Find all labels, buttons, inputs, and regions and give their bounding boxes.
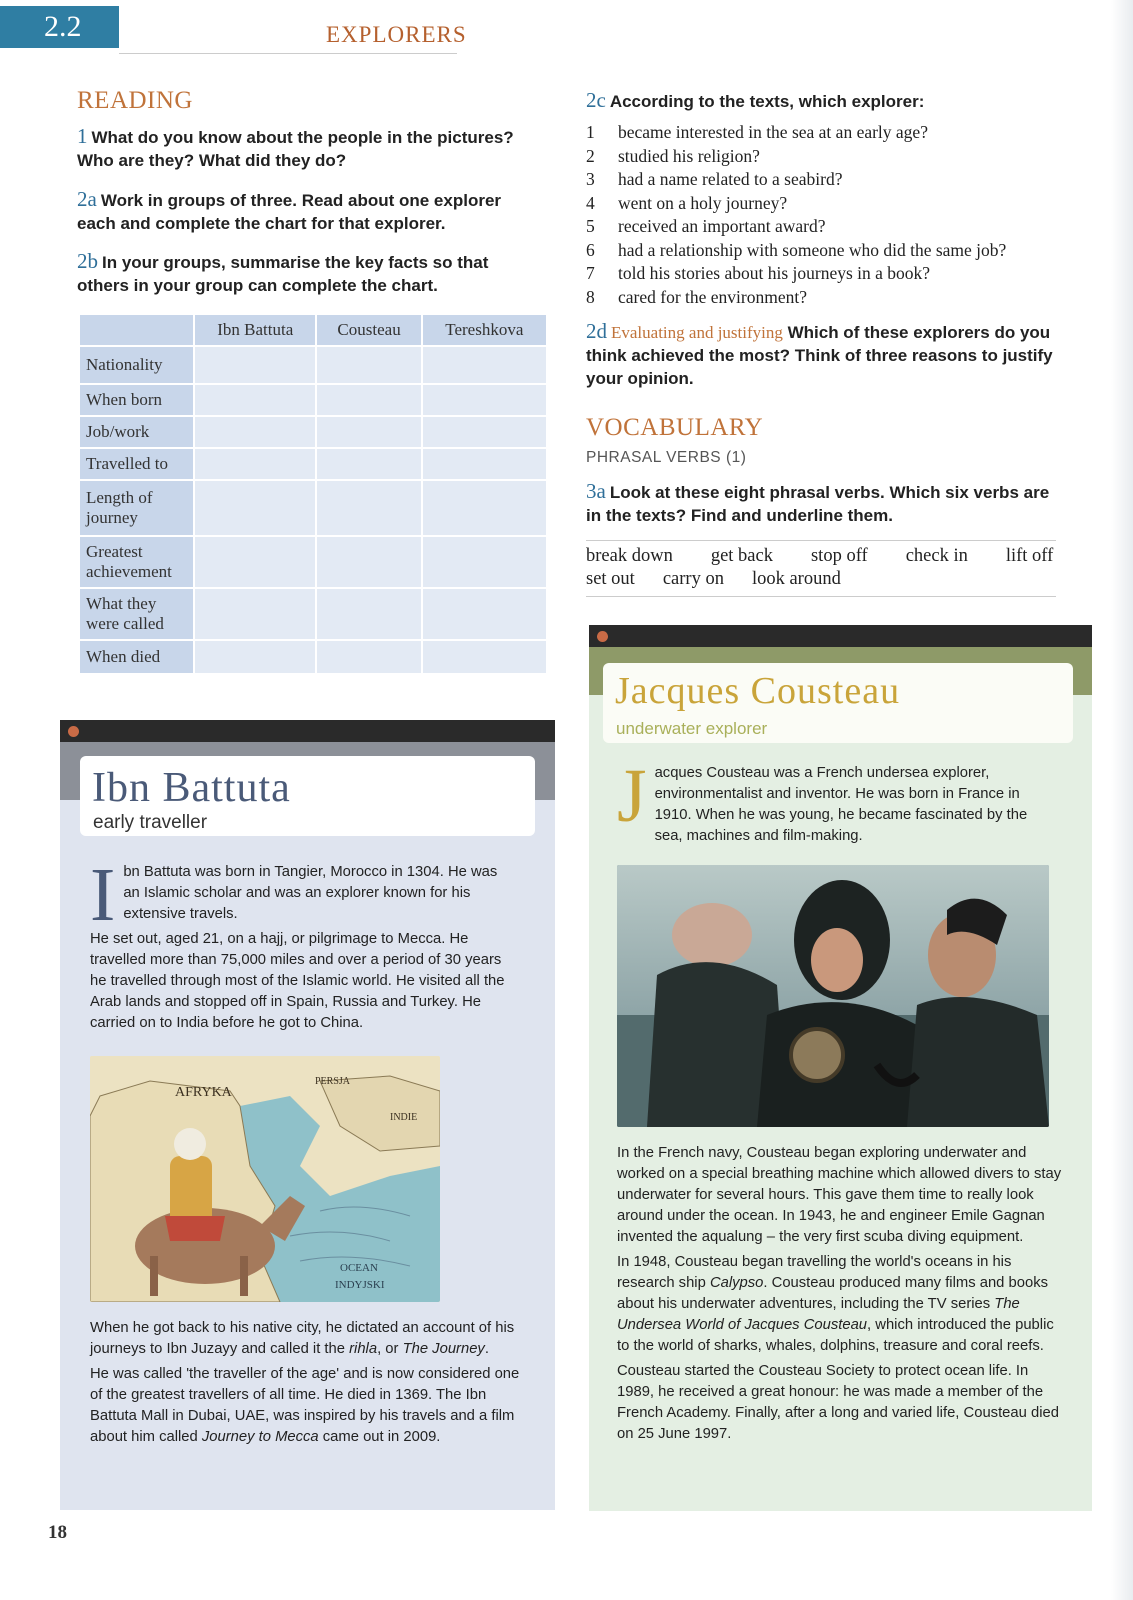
question-text: became interested in the sea at an early age? bbox=[618, 122, 928, 142]
chart-cell[interactable] bbox=[194, 588, 316, 640]
task-2d bbox=[586, 320, 1056, 390]
bullet-dot-icon bbox=[597, 631, 608, 642]
question-text: went on a holy journey? bbox=[618, 192, 788, 213]
question-number: 6 bbox=[586, 239, 595, 260]
chart-row-header: When born bbox=[79, 384, 194, 416]
list-item bbox=[586, 286, 1086, 310]
chart-cell[interactable] bbox=[316, 536, 421, 588]
phrasal-verbs-box bbox=[586, 540, 1056, 597]
question-number: 8 bbox=[586, 286, 595, 307]
question-text: had a name related to a seabird? bbox=[618, 169, 843, 189]
text-run: . Cousteau produced many films and books about his underwater adventures, including the TV series bbox=[617, 1275, 1048, 1312]
text-run: He was called 'the traveller of the age' and is now considered one of the greatest travellers of all time. He died in 1369. The Ibn Battuta Mall in Dubai, UAE, was inspired by his travels and a film about him called bbox=[90, 1366, 520, 1445]
drop-cap: J bbox=[617, 754, 647, 838]
battuta-map-illustration bbox=[90, 1056, 440, 1302]
paragraph bbox=[90, 1364, 520, 1448]
chart-cell[interactable] bbox=[422, 416, 547, 448]
map-label: AFRYKA bbox=[175, 1085, 232, 1100]
phrasal-verb: carry on bbox=[662, 569, 724, 589]
phrasal-verb: stop off bbox=[810, 546, 868, 566]
chart-cell[interactable] bbox=[194, 640, 316, 674]
battuta-title: Ibn Battuta bbox=[92, 765, 291, 811]
text-run-italic: Journey to Mecca bbox=[201, 1429, 319, 1445]
task-text: Work in groups of three. Read about one explorer each and complete the chart for that explorer. bbox=[77, 191, 502, 233]
chart-cell[interactable] bbox=[316, 384, 421, 416]
box-top-bar bbox=[60, 720, 555, 742]
list-item bbox=[586, 239, 1086, 263]
chart-row-header: Length of journey bbox=[79, 480, 194, 536]
list-item bbox=[586, 121, 1086, 145]
chart-cell[interactable] bbox=[194, 448, 316, 480]
question-number: 2 bbox=[586, 145, 595, 166]
text-run-italic: rihla bbox=[349, 1341, 378, 1357]
drop-cap: I bbox=[90, 853, 116, 937]
chart-row-header: Greatest achievement bbox=[79, 536, 194, 588]
question-number: 1 bbox=[586, 122, 595, 142]
question-number: 3 bbox=[586, 169, 595, 189]
vocabulary-heading: VOCABULARY bbox=[586, 414, 764, 441]
cousteau-photo bbox=[617, 865, 1049, 1127]
chart-row-header: Travelled to bbox=[79, 448, 194, 480]
title-panel bbox=[80, 756, 535, 836]
text-run-italic: The Journey bbox=[402, 1341, 485, 1357]
header-rule bbox=[119, 53, 457, 54]
map-label: INDYJSKI bbox=[335, 1279, 385, 1291]
phrasal-verb: set out bbox=[586, 569, 635, 589]
text-run: , or bbox=[377, 1341, 403, 1357]
chart-cell[interactable] bbox=[194, 416, 316, 448]
list-item bbox=[586, 145, 1086, 169]
cousteau-title: Jacques Cousteau bbox=[615, 670, 901, 712]
task-number: 2c bbox=[586, 88, 606, 112]
text-run: . bbox=[484, 1341, 489, 1357]
page-number: 18 bbox=[48, 1522, 67, 1543]
task-number: 3a bbox=[586, 479, 606, 503]
question-number: 5 bbox=[586, 216, 595, 236]
text-run: , which introduced the public to the world of sharks, whales, dolphins, treasure and coral reefs. bbox=[617, 1317, 1054, 1354]
task-text: Which of these explorers do you think achieved the most? Think of three reasons to justify your opinion. bbox=[586, 323, 1053, 388]
task-2a bbox=[77, 188, 537, 235]
map-label: INDIE bbox=[390, 1112, 418, 1123]
chart-cell[interactable] bbox=[194, 480, 316, 536]
phrasal-verb: check in bbox=[905, 546, 968, 566]
map-label: OCEAN bbox=[340, 1262, 378, 1274]
chart-cell[interactable] bbox=[422, 384, 547, 416]
chart-cell[interactable] bbox=[422, 346, 547, 384]
text-run: When he got back to his native city, he dictated an account of his journeys to Ibn Juzayy and called it the bbox=[90, 1320, 515, 1357]
chart-cell[interactable] bbox=[422, 588, 547, 640]
text-run-italic: The Undersea World of Jacques Cousteau bbox=[617, 1296, 1020, 1333]
paragraph bbox=[617, 1252, 1062, 1357]
chart-cell[interactable] bbox=[194, 384, 316, 416]
chart-cell[interactable] bbox=[316, 346, 421, 384]
chart-cell[interactable] bbox=[422, 480, 547, 536]
battuta-subtitle: early traveller bbox=[93, 812, 208, 833]
paragraph: Cousteau started the Cousteau Society to protect ocean life. In 1989, he received a great honour: he was made a member of the French Academy. Finally, after a long and varied life, Cousteau died on 25 June 1997. bbox=[617, 1363, 1059, 1442]
paragraph-text: acques Cousteau was a French undersea explorer, environmentalist and inventor. He was born in France in 1910. When he was young, he became fascinated by the sea, machines and film-making. bbox=[654, 765, 1028, 844]
task-number: 2d bbox=[586, 319, 607, 343]
question-number: 7 bbox=[586, 263, 595, 283]
chart-cell[interactable] bbox=[422, 536, 547, 588]
task-number: 2a bbox=[77, 187, 97, 211]
task-1 bbox=[77, 125, 517, 172]
chart-cell[interactable] bbox=[316, 480, 421, 536]
cousteau-subtitle: underwater explorer bbox=[616, 719, 768, 738]
phrasal-verb: get back bbox=[710, 546, 773, 566]
title-panel bbox=[603, 663, 1073, 743]
chart-cell[interactable] bbox=[316, 448, 421, 480]
task-number: 2b bbox=[77, 249, 98, 273]
chart-cell[interactable] bbox=[422, 448, 547, 480]
chart-corner bbox=[79, 314, 194, 346]
chart-col-header: Tereshkova bbox=[422, 314, 547, 346]
chart-row-header: Nationality bbox=[79, 346, 194, 384]
battuta-body bbox=[90, 853, 510, 1038]
cousteau-body-lower bbox=[617, 1143, 1062, 1449]
battuta-body-lower bbox=[90, 1318, 520, 1452]
question-text: studied his religion? bbox=[618, 145, 760, 166]
cousteau-body bbox=[617, 754, 1047, 851]
task-text: Look at these eight phrasal verbs. Which six verbs are in the texts? Find and underline them. bbox=[586, 483, 1050, 525]
chart-row-header: What they were called bbox=[79, 588, 194, 640]
phrasal-verb: look around bbox=[751, 569, 841, 589]
list-item bbox=[586, 262, 1086, 286]
reading-heading: READING bbox=[77, 87, 193, 114]
question-number: 4 bbox=[586, 192, 595, 213]
chart-row-header: Job/work bbox=[79, 416, 194, 448]
question-text: had a relationship with someone who did the same job? bbox=[618, 239, 1007, 260]
page-edge-shadow bbox=[1111, 0, 1133, 1600]
phrasal-verb: break down bbox=[586, 546, 673, 566]
map-drawing bbox=[90, 1056, 440, 1302]
cousteau-text-box bbox=[589, 625, 1092, 1511]
text-run: In 1948, Cousteau began travelling the world's oceans in his research ship bbox=[617, 1254, 1012, 1291]
chart-cell[interactable] bbox=[194, 346, 316, 384]
explorer-chart bbox=[78, 313, 548, 675]
box-top-bar bbox=[589, 625, 1092, 647]
task-text: In your groups, summarise the key facts so that others in your group can complete the chart. bbox=[77, 253, 489, 295]
question-list bbox=[586, 121, 1086, 309]
chart-cell[interactable] bbox=[194, 536, 316, 588]
chart-col-header: Ibn Battuta bbox=[194, 314, 316, 346]
paragraph bbox=[90, 853, 510, 937]
chart-cell[interactable] bbox=[422, 640, 547, 674]
question-text: received an important award? bbox=[618, 216, 826, 236]
text-run-italic: Calypso bbox=[709, 1275, 764, 1291]
question-text: told his stories about his journeys in a book? bbox=[618, 263, 931, 283]
task-text: What do you know about the people in the pictures? Who are they? What did they do? bbox=[77, 128, 514, 170]
vocabulary-subheading: PHRASAL VERBS (1) bbox=[586, 449, 747, 466]
paragraph: In the French navy, Cousteau began exploring underwater and worked on a special breathing machine which allowed divers to stay underwater for several hours. This gave them time to really look around under the ocean. In 1943, he and engineer Emile Gagnan invented the aqualung – the very first scuba diving equipment. bbox=[617, 1145, 1062, 1245]
task-2c bbox=[586, 89, 1066, 113]
task-2b bbox=[77, 250, 537, 297]
map-label: PERSJA bbox=[315, 1076, 351, 1087]
unit-badge: 2.2 bbox=[0, 6, 119, 48]
list-item bbox=[586, 215, 1086, 239]
chart-cell[interactable] bbox=[316, 416, 421, 448]
paragraph bbox=[90, 1318, 520, 1360]
task-3a bbox=[586, 480, 1056, 527]
photo-drawing bbox=[617, 865, 1049, 1127]
list-item bbox=[586, 192, 1086, 216]
chart-col-header: Cousteau bbox=[316, 314, 421, 346]
list-item bbox=[586, 168, 1086, 192]
skill-label: Evaluating and justifying bbox=[611, 323, 783, 342]
question-text: cared for the environment? bbox=[618, 286, 808, 307]
chart-cell[interactable] bbox=[316, 640, 421, 674]
task-number: 1 bbox=[77, 124, 88, 148]
chart-cell[interactable] bbox=[316, 588, 421, 640]
phrasal-verb: lift off bbox=[1005, 546, 1054, 566]
paragraph bbox=[617, 754, 1047, 847]
bullet-dot-icon bbox=[68, 726, 79, 737]
chart-row-header: When died bbox=[79, 640, 194, 674]
battuta-text-box bbox=[60, 720, 555, 1510]
paragraph: He set out, aged 21, on a hajj, or pilgrimage to Mecca. He travelled more than 75,000 miles and over a period of 30 years he travelled through most of the Islamic world. He visited all the Arab lands and stopped off in Spain, Russia and Turkey. He carried on to India before he got to China. bbox=[90, 931, 505, 1031]
task-text: According to the texts, which explorer: bbox=[609, 92, 925, 111]
unit-title: EXPLORERS bbox=[326, 22, 467, 47]
text-run: came out in 2009. bbox=[318, 1429, 441, 1445]
paragraph-text: bn Battuta was born in Tangier, Morocco in 1304. He was an Islamic scholar and was an explorer known for his extensive travels. bbox=[123, 864, 498, 922]
